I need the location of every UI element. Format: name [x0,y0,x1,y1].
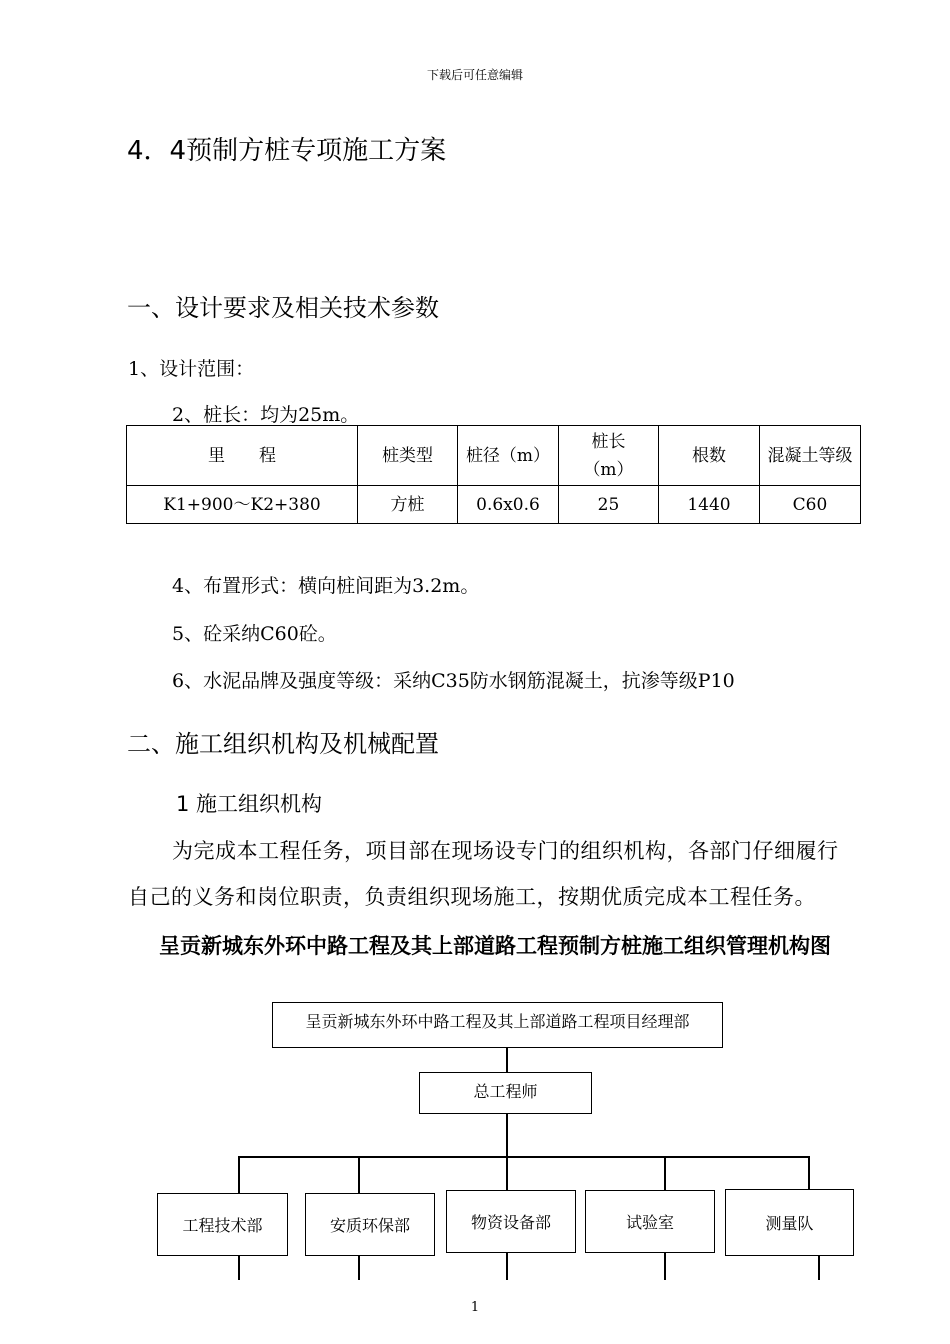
connector-line [506,1156,508,1190]
connector-line [358,1256,360,1280]
header-mileage: 里 程 [127,426,358,486]
section1-item5: 5、砼采纳C60砼。 [172,623,337,645]
table-header-row [127,426,861,486]
section1-item2: 2、桩长：均为25m。 [172,404,360,426]
org-box-materials-equipment-dept [446,1190,576,1253]
org-box-laboratory [585,1190,715,1253]
header-pile-length-line2: （m） [583,459,634,480]
org-box-engineering-dept [157,1193,288,1256]
header-pile-diameter: 桩径（m） [458,426,559,486]
cell-pile-length: 25 [559,486,659,524]
connector-line [506,1114,508,1156]
header-pile-length-line1: 桩长 [591,431,626,452]
section2-paragraph: 为完成本工程任务，项目部在现场设专门的组织机构，各部门仔细履行自己的义务和岗位职责，负责组织现场施工，按期优质完成本工程任务。 [128,839,839,909]
connector-line [664,1156,666,1190]
org-box-project-department [272,1002,723,1048]
document-title: 4．4预制方桩专项施工方案 [127,136,447,166]
section1-item6: 6、水泥品牌及强度等级：采纳C35防水钢筋混凝土，抗渗等级P10 [172,670,735,692]
section2-heading: 二、施工组织机构及机械配置 [127,730,439,758]
section1-heading: 一、设计要求及相关技术参数 [127,294,439,322]
org-chart-title: 呈贡新城东外环中路工程及其上部道路工程预制方桩施工组织管理机构图 [159,934,831,958]
org-box-safety-quality-dept-label: 安质环保部 [329,1216,410,1235]
org-box-safety-quality-dept [305,1193,435,1256]
connector-line [506,1048,508,1073]
header-note: 下载后可任意编辑 [426,68,523,82]
header-count: 根数 [659,426,760,486]
connector-line [808,1156,810,1189]
org-box-chief-engineer-label: 总工程师 [473,1082,538,1101]
connector-line [238,1156,240,1193]
header-concrete-grade: 混凝土等级 [760,426,861,486]
cell-pile-diameter: 0.6x0.6 [458,486,559,524]
connector-line [818,1256,820,1280]
page-number: 1 [470,1300,480,1315]
table-row [127,486,861,524]
pile-spec-table [126,425,861,524]
org-box-project-department-label: 呈贡新城东外环中路工程及其上部道路工程项目经理部 [305,1012,690,1031]
org-box-engineering-dept-label: 工程技术部 [182,1216,263,1235]
connector-line [238,1256,240,1280]
horizontal-connector-line [238,1156,810,1158]
org-box-survey-team [725,1189,854,1256]
cell-pile-type: 方桩 [358,486,458,524]
cell-concrete-grade: C60 [760,486,861,524]
cell-count: 1440 [659,486,760,524]
header-pile-type: 桩类型 [358,426,458,486]
cell-mileage: K1+900～K2+380 [127,486,358,524]
section1-item4: 4、布置形式：横向桩间距为3.2m。 [172,575,480,597]
header-pile-length [559,426,659,486]
org-box-laboratory-label: 试验室 [625,1213,674,1232]
org-box-chief-engineer [419,1072,592,1114]
connector-line [664,1253,666,1280]
org-box-materials-equipment-dept-label: 物资设备部 [470,1213,551,1232]
org-box-survey-team-label: 测量队 [765,1214,814,1233]
connector-line [506,1253,508,1280]
connector-line [358,1156,360,1193]
section2-subheading: 1 施工组织机构 [176,792,323,816]
section1-item1: 1、设计范围： [128,358,255,380]
